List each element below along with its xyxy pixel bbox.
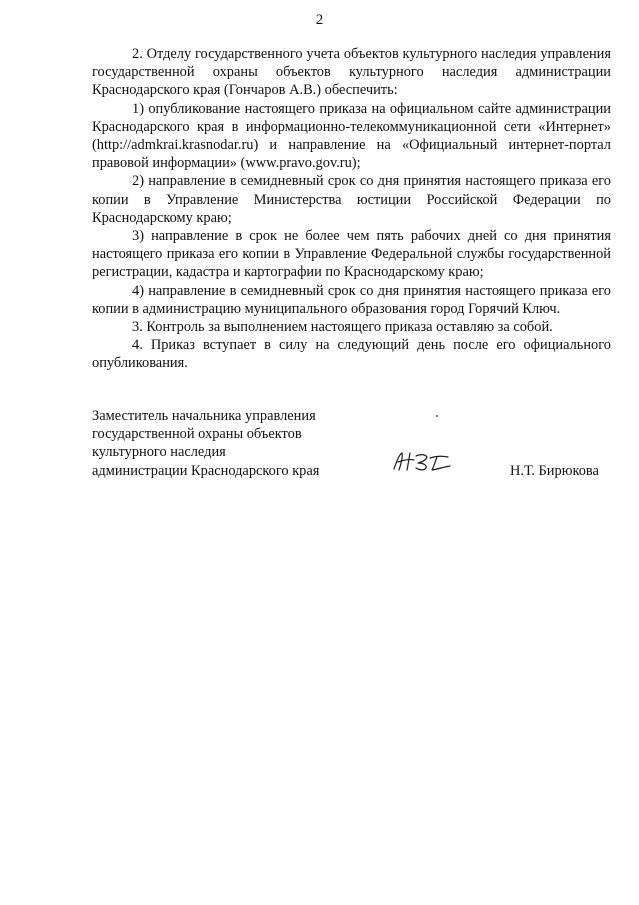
paragraph-item-2: 2. Отделу государственного учета объектов культурного наследия управления государственной охраны объектов культурного наследия администрации Краснодарского края (Гончаров А.В.) обеспечить: [92,46,611,99]
position-line: администрации Краснодарского края [92,462,320,479]
subparagraph-rosreestr: 3) направление в срок не более чем пять рабочих дней со дня принятия настоящего приказа его копии в Управление Федеральной службы государственной регистрации, кадастра и картографии по Краснодарскому краю; [92,228,611,281]
subparagraph-publication: 1) опубликование настоящего приказа на официальном сайте администрации Краснодарского края в информационно-телекоммуникационной сети «Интернет» (http://admkrai.krasnodar.ru) и направление на «Официальный интернет-портал правовой информации» (www.pravo.gov.ru); [92,100,611,172]
handwritten-signature [390,448,454,474]
position-line: государственной охраны объектов [92,426,302,443]
paragraph-item-3: 3. Контроль за выполнением настоящего приказа оставляю за собой. [132,319,553,336]
speck-mark [436,415,438,417]
subparagraph-ministry-of-justice: 2) направление в семидневный срок со дня принятия настоящего приказа его копии в Управление Министерства юстиции Российской Федерации по Краснодарскому краю; [92,173,611,226]
signer-name: Н.Т. Бирюкова [510,463,599,479]
order-body [92,45,611,373]
position-line: культурного наследия [92,444,226,461]
subparagraph-municipality: 4) направление в семидневный срок со дня принятия настоящего приказа его копии в администрацию муниципального образования город Горячий Ключ. [92,282,611,317]
paragraph-item-4: 4. Приказ вступает в силу на следующий день после его официального опубликования. [92,337,611,372]
signatory-position [92,407,319,480]
position-line: Заместитель начальника управления [92,408,316,424]
page-number: 2 [315,12,324,28]
